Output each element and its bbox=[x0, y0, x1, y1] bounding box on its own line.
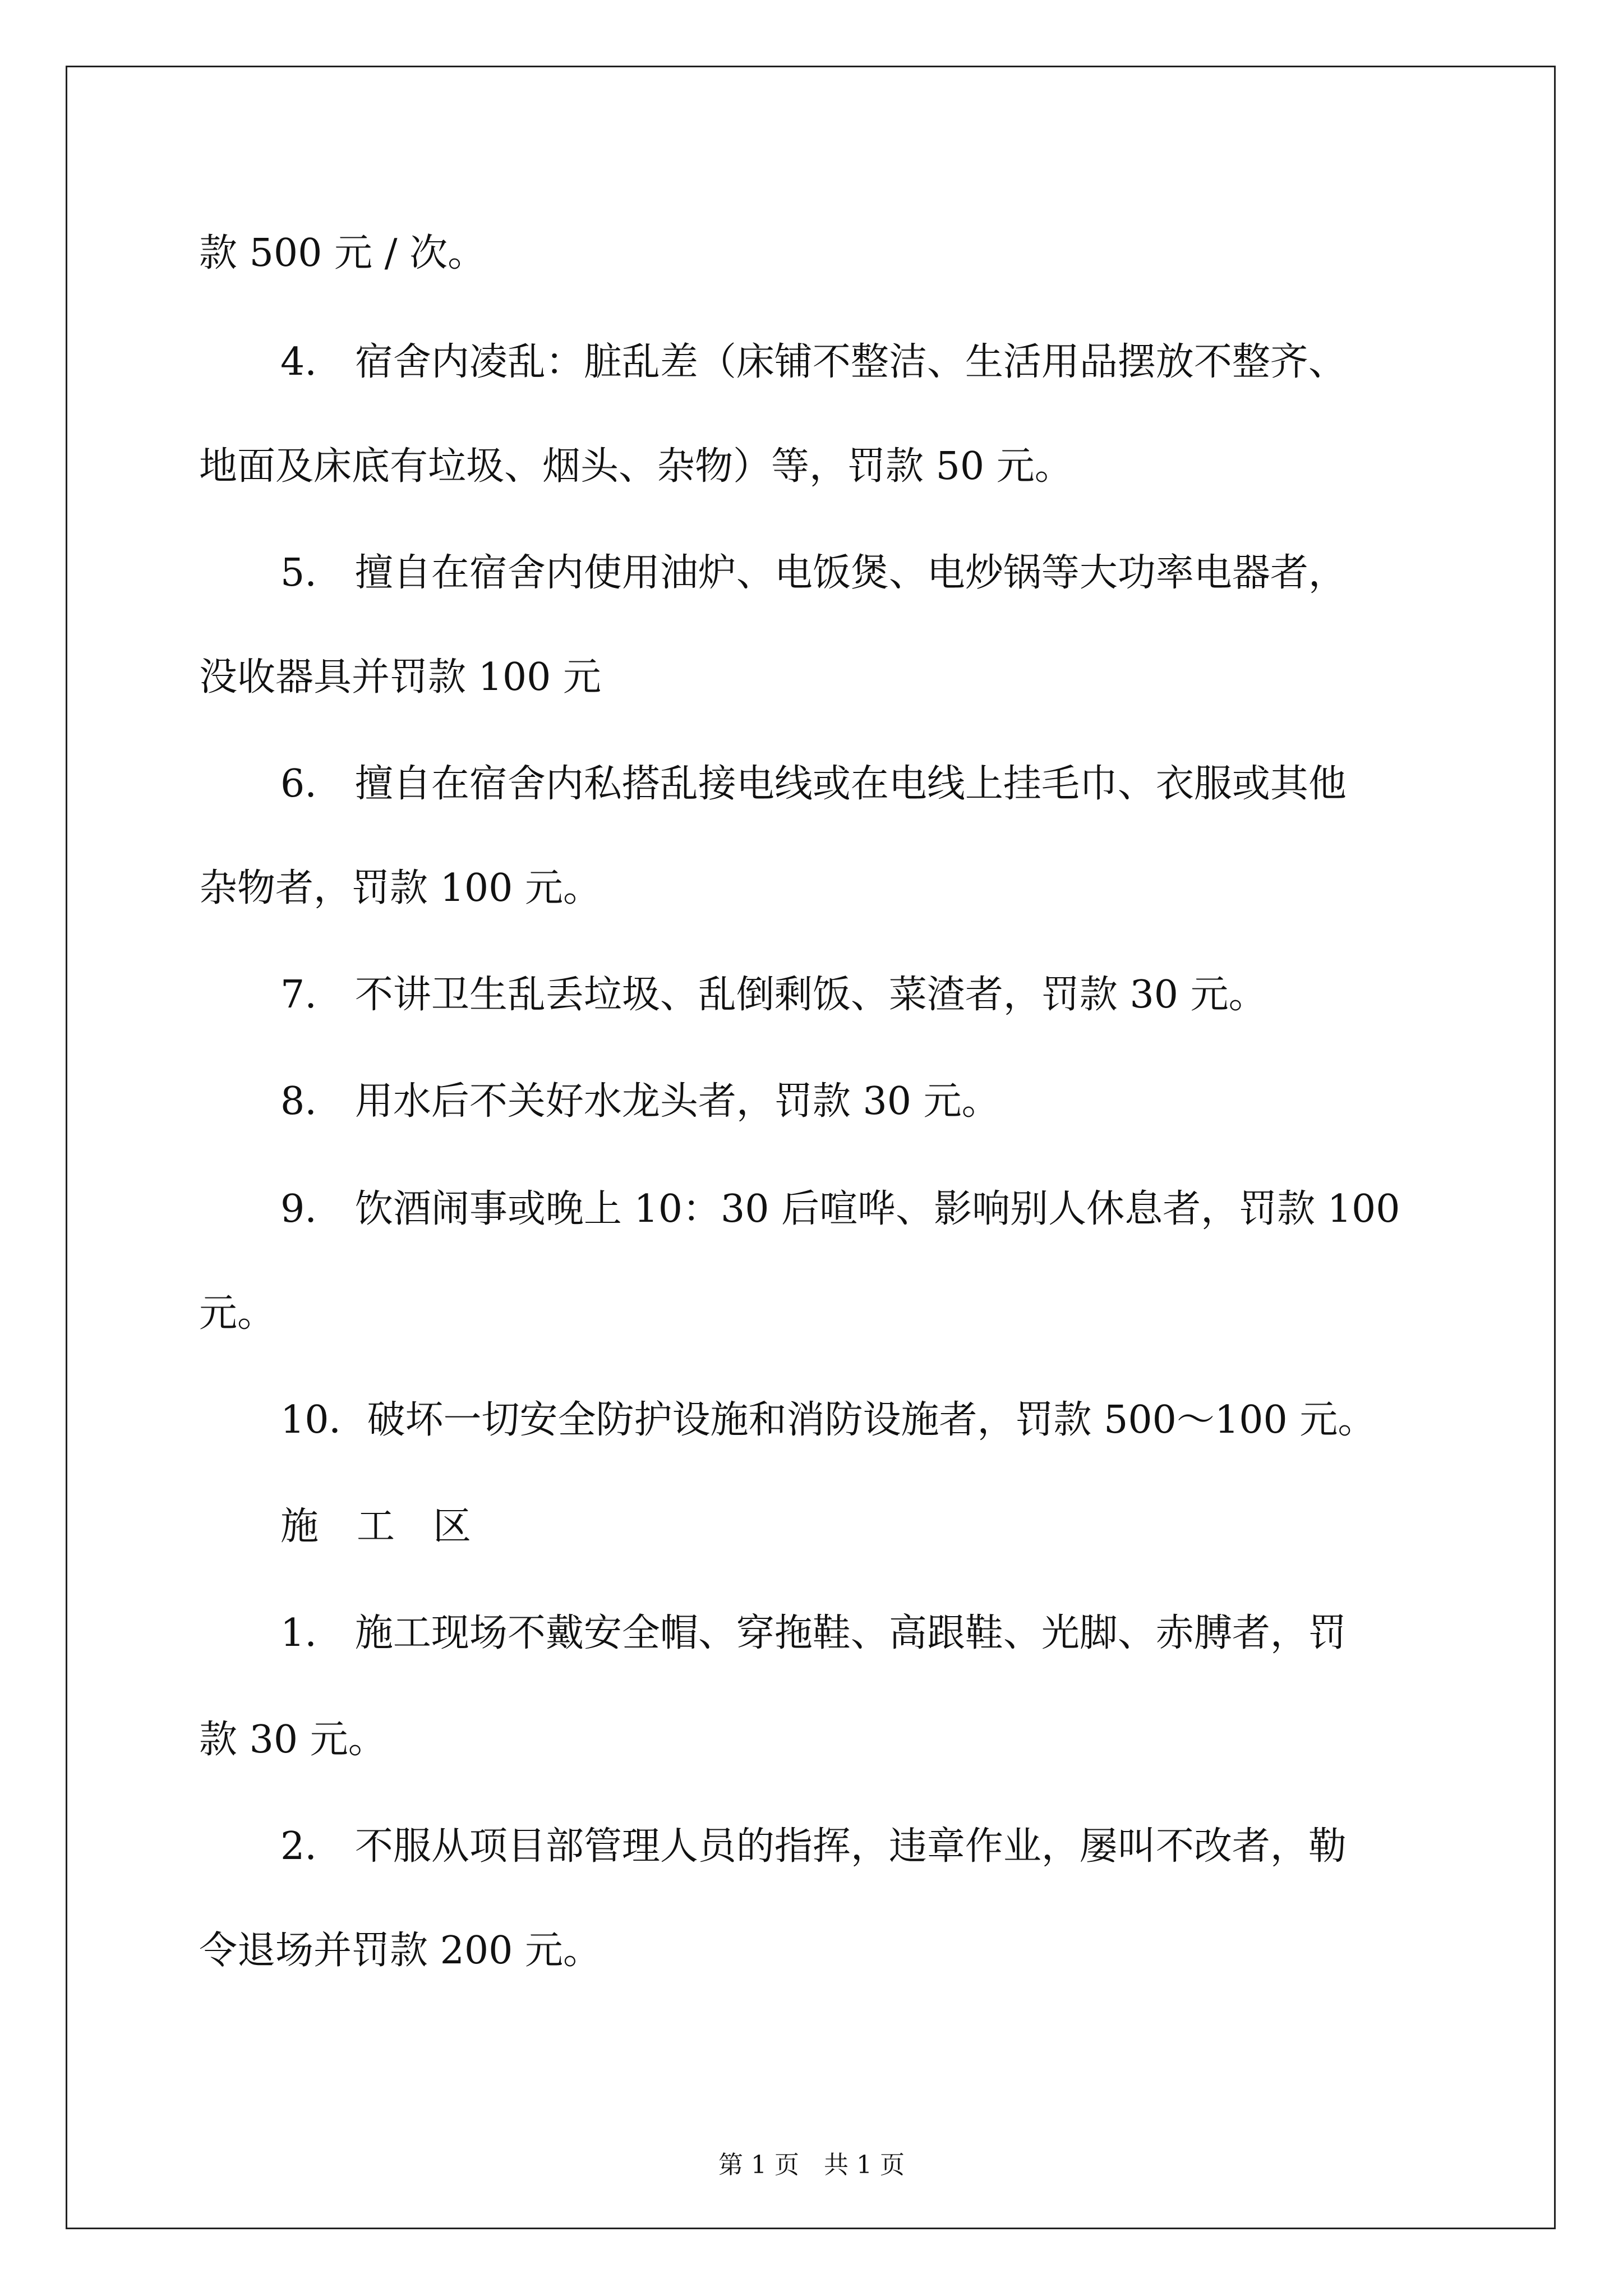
text-line: 款 30 元。 bbox=[199, 1718, 386, 1762]
text-line: 6. 擅自在宿舍内私搭乱接电线或在电线上挂毛巾、衣服或其他 bbox=[280, 762, 1347, 806]
text-line: 杂物者，罚款 100 元。 bbox=[199, 866, 602, 910]
text-line: 5. 擅自在宿舍内使用油炉、电饭煲、电炒锅等大功率电器者， bbox=[280, 551, 1347, 595]
text-line: 元。 bbox=[199, 1291, 276, 1336]
text-line: 10．破坏一切安全防护设施和消防设施者，罚款 500～100 元。 bbox=[280, 1398, 1376, 1442]
text-line: 1. 施工现场不戴安全帽、穿拖鞋、高跟鞋、光脚、赤膊者，罚 bbox=[280, 1611, 1347, 1655]
text-line: 款 500 元 / 次。 bbox=[199, 231, 486, 275]
text-line: 2. 不服从项目部管理人员的指挥，违章作业，屡叫不改者，勒 bbox=[280, 1824, 1347, 1869]
text-line: 7. 不讲卫生乱丢垃圾、乱倒剩饭、菜渣者，罚款 30 元。 bbox=[280, 973, 1267, 1017]
page-border bbox=[66, 66, 1556, 2229]
text-line: 没收器具并罚款 100 元 bbox=[199, 655, 602, 700]
text-line: 9. 饮酒闹事或晚上 10：30 后喧哗、影响别人休息者，罚款 100 bbox=[280, 1187, 1400, 1231]
text-line: 令退场并罚款 200 元。 bbox=[199, 1929, 602, 1973]
text-line: 地面及床底有垃圾、烟头、杂物）等，罚款 50 元。 bbox=[199, 444, 1073, 489]
section-heading: 施 工 区 bbox=[280, 1504, 472, 1549]
text-line: 8. 用水后不关好水龙头者，罚款 30 元。 bbox=[280, 1079, 1000, 1124]
page-footer: 第 1 页 共 1 页 bbox=[718, 2151, 905, 2179]
text-line: 4. 宿舍内凌乱：脏乱差（床铺不整洁、生活用品摆放不整齐、 bbox=[280, 340, 1347, 384]
